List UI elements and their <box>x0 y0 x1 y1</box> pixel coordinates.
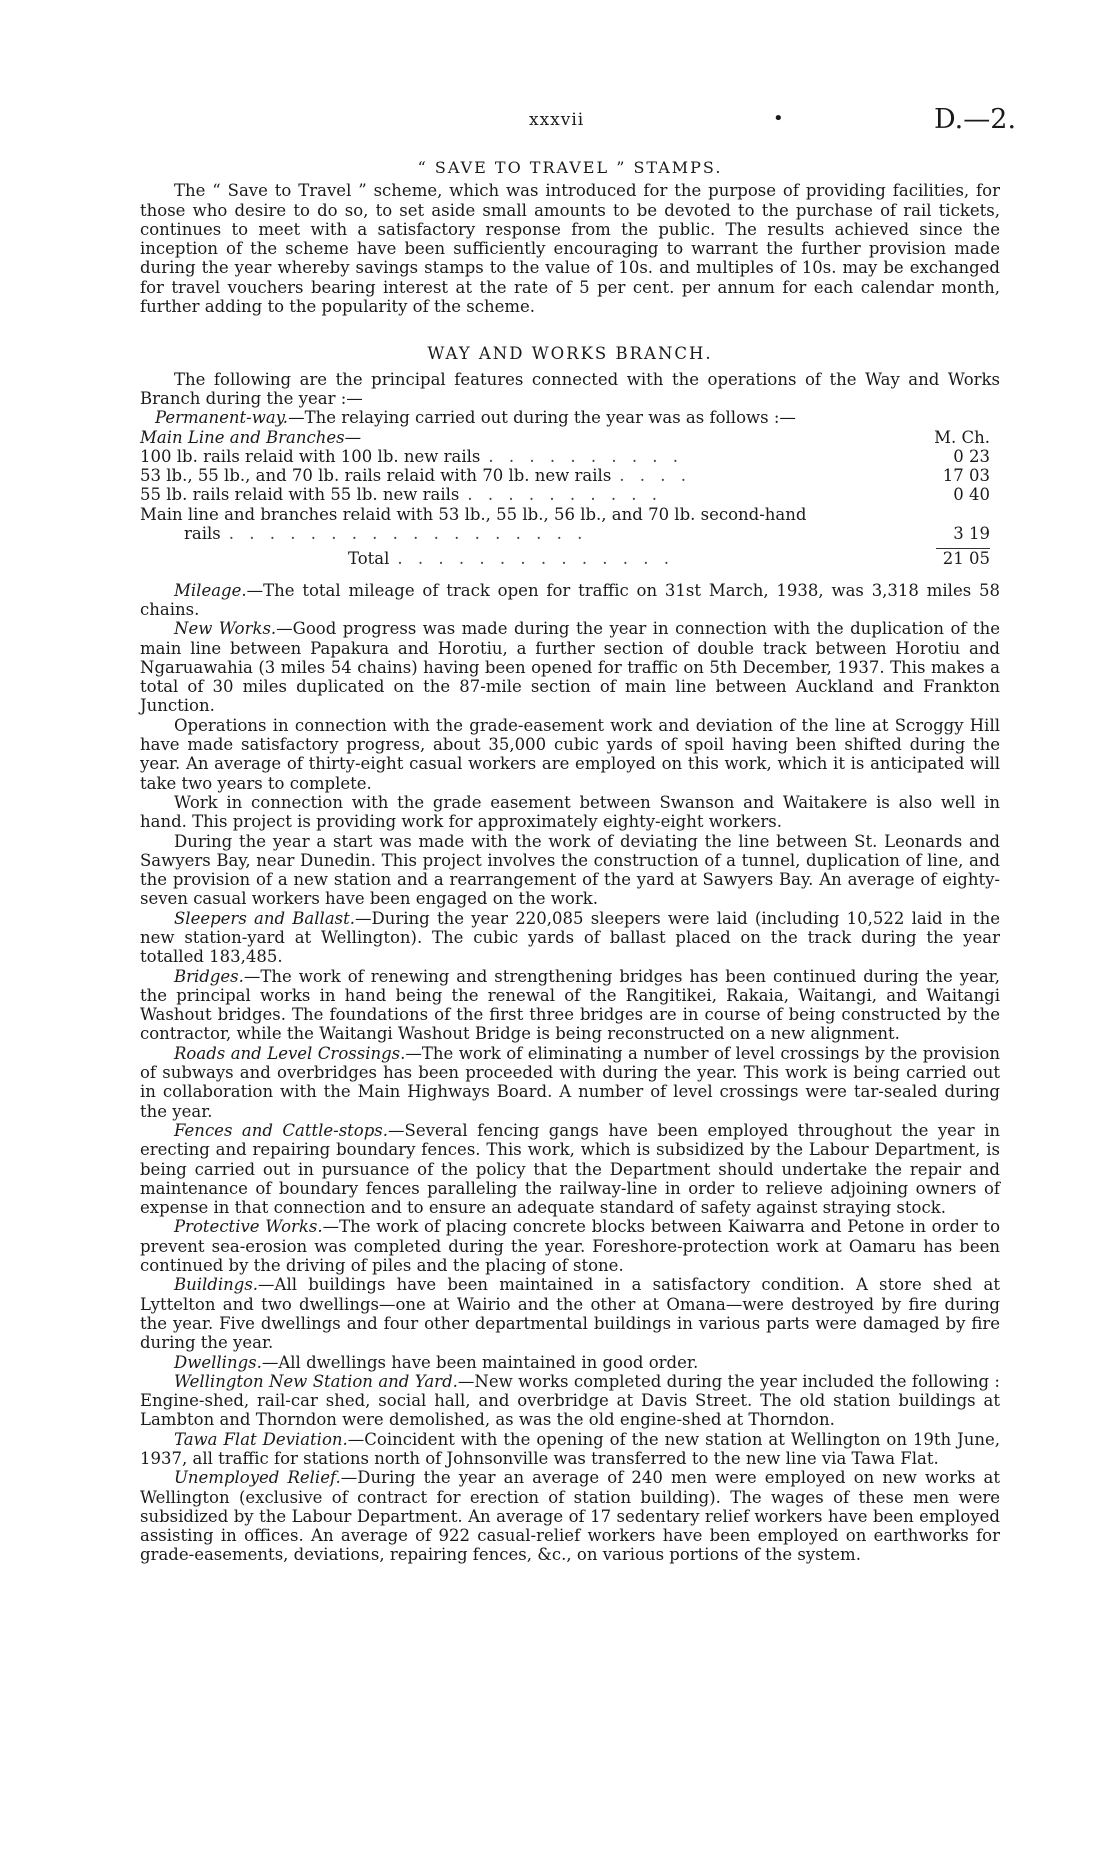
section-label: Tawa Flat Deviation. <box>174 1429 348 1449</box>
section-label: Fences and Cattle-stops. <box>174 1120 389 1140</box>
section-label: New Works. <box>174 619 277 639</box>
way-and-works-heading: WAY AND WORKS BRANCH. <box>427 344 713 364</box>
section-paragraph <box>140 909 1000 967</box>
dot-leader: . . . . . . . . . . <box>467 485 663 505</box>
section-paragraph <box>140 1121 1000 1217</box>
section-label: Buildings. <box>174 1275 259 1295</box>
page-marker: • <box>773 108 784 129</box>
save-to-travel-paragraph: The “ Save to Travel ” scheme, which was introduced for the purpose of providing facilities, for those who desire to do so, to set aside small amounts to be devoted to the purchase of rail tickets, continues to meet with a satisfactory response from the public. The results achieved since the inception of the scheme have been sufficiently encouraging to warrant the further provision made during the year whereby savings stamps to the value of 10s. and multiples of 10s. may be exchanged for travel vouchers bearing interest at the rate of 5 per cent. per annum for each calendar month, further adding to the popularity of the scheme. <box>140 181 1000 317</box>
section-text: —The work of placing concrete blocks between Kaiwarra and Petone in order to prevent sea-erosion was completed during the year. Foreshore-protection work at Oamaru has been continued by the driving of piles and the placing of stone. <box>140 1217 1001 1276</box>
section-text: —All dwellings have been maintained in good order. <box>261 1352 699 1372</box>
dot-leader: . . . . <box>619 466 692 486</box>
section-paragraph <box>140 1430 1000 1469</box>
section-paragraph <box>140 1353 1000 1372</box>
page-content <box>140 158 1000 1565</box>
section-text: —During the year 220,085 sleepers were laid (including 10,522 laid in the new station-yard at Wellington). The cubic yards of ballast placed on the track during the year totalled 183,485. <box>140 908 1000 967</box>
section-paragraph <box>140 832 1000 909</box>
section-text: —All buildings have been maintained in a satisfactory condition. A store shed at Lyttelton and two dwellings—one at Wairio and the other at Omana—were destroyed by fire during the year. Five dwellings and four other departmental buildings in various parts were damaged by fire during the year. <box>140 1275 1000 1353</box>
page-reference: D.—2. <box>934 104 1017 135</box>
row-label: Main line and branches relaid with 53 lb., 55 lb., 56 lb., and 70 lb. second-hand <box>140 504 807 524</box>
section-text: —The total mileage of track open for traffic on 31st March, 1938, was 3,318 miles 58 chains. <box>140 580 1000 619</box>
section-paragraph <box>140 793 1000 832</box>
spacer <box>140 569 1000 581</box>
section-paragraph <box>140 1372 1000 1430</box>
way-and-works-sections <box>140 581 1000 1565</box>
section-text: —The work of eliminating a number of level crossings by the provision of subways and overbridges has been proceeded with during the year. This work is being carried out in collaboration with the Main Highways Board. A number of level crossings were tar-sealed during the year. <box>140 1043 1000 1121</box>
permanent-way-label: Permanent-way. <box>155 408 289 428</box>
way-and-works-intro: The following are the principal features connected with the operations of the Way and Works Branch during the year :— <box>140 369 1000 408</box>
section-paragraph <box>140 967 1000 1044</box>
row-label: 55 lb. rails relaid with 55 lb. new rails <box>140 485 460 505</box>
row-value: 0 23 <box>953 446 990 466</box>
table-row <box>140 505 1000 524</box>
section-text: Work in connection with the grade easement between Swanson and Waitakere is also well in hand. This project is providing work for approximately eighty-eight workers. <box>140 792 1000 832</box>
total-value: 21 05 <box>942 549 990 569</box>
row-label: 53 lb., 55 lb., and 70 lb. rails relaid with 70 lb. new rails <box>140 466 612 486</box>
section-text: —Coincident with the opening of the new station at Wellington on 19th June, 1937, all traffic for stations north of Johnsonville was transferred to the new line via Tawa Flat. <box>140 1429 1000 1468</box>
section-label: Sleepers and Ballast. <box>174 908 355 928</box>
section-label: Roads and Level Crossings. <box>174 1043 406 1063</box>
section-paragraph <box>140 619 1000 715</box>
section-paragraph <box>140 1044 1000 1121</box>
permanent-way-table <box>140 428 1000 569</box>
section-label: Dwellings. <box>174 1352 262 1372</box>
section-text: Operations in connection with the grade-easement work and deviation of the line at Scroggy Hill have made satisfactory progress, about 35,000 cubic yards of spoil having been shifted during the year. An average of thirty-eight casual workers are employed on this work, which it is anticipated will take two years to complete. <box>140 715 1000 793</box>
section-paragraph <box>140 1275 1000 1352</box>
dot-leader: . . . . . . . . . . . . . . . . . . <box>228 524 588 544</box>
table-row <box>140 485 1000 504</box>
dot-leader: . . . . . . . . . . . . . . <box>397 549 675 569</box>
row-value: 3 19 <box>953 524 990 544</box>
total-label: Total <box>348 549 390 569</box>
unit-header: M. Ch. <box>934 427 990 447</box>
row-label-continued: rails <box>184 524 221 544</box>
section-paragraph <box>140 716 1000 793</box>
section-paragraph <box>140 1217 1000 1275</box>
table-row <box>140 428 1000 447</box>
table-row <box>140 466 1000 485</box>
section-text: —New works completed during the year included the following : Engine-shed, rail-car shed, social hall, and overbridge at Davis Street. The old station buildings at Lambton and Thorndon were demolished, as was the old engine-shed at Thorndon. <box>140 1371 1000 1430</box>
section-text: —During the year an average of 240 men were employed on new works at Wellington (exclusive of contract for erection of station building). The wages of these men were subsidized by the Labour Department. An average of 17 sedentary relief workers have been employed assisting in offices. An average of 922 casual-relief workers have been employed on earthworks for grade-easements, deviations, repairing fences, &c., on various portions of the system. <box>140 1468 1000 1565</box>
row-value: 0 40 <box>953 485 990 505</box>
table-row <box>140 447 1000 466</box>
total-row <box>140 549 1000 568</box>
section-label: Wellington New Station and Yard. <box>174 1371 458 1391</box>
section-paragraph <box>140 1468 1000 1564</box>
row-value: 17 03 <box>942 466 990 486</box>
section-label: Unemployed Relief. <box>174 1468 341 1488</box>
page-number: xxxvii <box>529 110 585 130</box>
permanent-way-text: —The relaying carried out during the year was as follows :— <box>288 408 796 428</box>
permanent-way-intro <box>140 408 1000 427</box>
section-label: Protective Works. <box>174 1217 323 1237</box>
table-row <box>140 524 1000 543</box>
dot-leader: . . . . . . . . . . <box>488 446 684 466</box>
section-text: —Several fencing gangs have been employed throughout the year in erecting and repairing boundary fences. This work, which is subsidized by the Labour Department, is being carried out in pursuance of the policy that the Department should undertake the repair and maintenance of boundary fences paralleling the railway-line in order to relieve adjoining owners of expense in that connection and to ensure an adequate standard of safety against straying stock. <box>140 1120 1001 1218</box>
section-label: Bridges. <box>174 966 244 986</box>
row-label: 100 lb. rails relaid with 100 lb. new rails <box>140 446 481 466</box>
section-text: —The work of renewing and strengthening bridges has been continued during the year, the principal works in hand being the renewal of the Rangitikei, Rakaia, Waitangi, and Waitangi Washout bridges. The foundations of the first three bridges are in course of being constructed by the contractor, while the Waitangi Washout Bridge is being reconstructed on a new alignment. <box>140 966 1000 1044</box>
section-text: —Good progress was made during the year in connection with the duplication of the main line between Papakura and Horotiu, a further section of double track between Horotiu and Ngaruawahia (3 miles 54 chains) having been opened for traffic on 5th December, 1937. This makes a total of 30 miles duplicated on the 87-mile section of main line between Auckland and Frankton Junction. <box>140 619 1000 716</box>
section-paragraph <box>140 581 1000 620</box>
save-to-travel-heading: “ SAVE TO TRAVEL ” STAMPS. <box>417 158 723 177</box>
permanent-way-subhead: Main Line and Branches— <box>140 427 362 447</box>
section-label: Mileage. <box>174 580 247 600</box>
section-text: During the year a start was made with the work of deviating the line between St. Leonards and Sawyers Bay, near Dunedin. This project involves the construction of a tunnel, duplication of line, and the provision of a new station and a rearrangement of the yard at Sawyers Bay. An average of eighty-seven casual workers have been engaged on the work. <box>140 831 1000 909</box>
